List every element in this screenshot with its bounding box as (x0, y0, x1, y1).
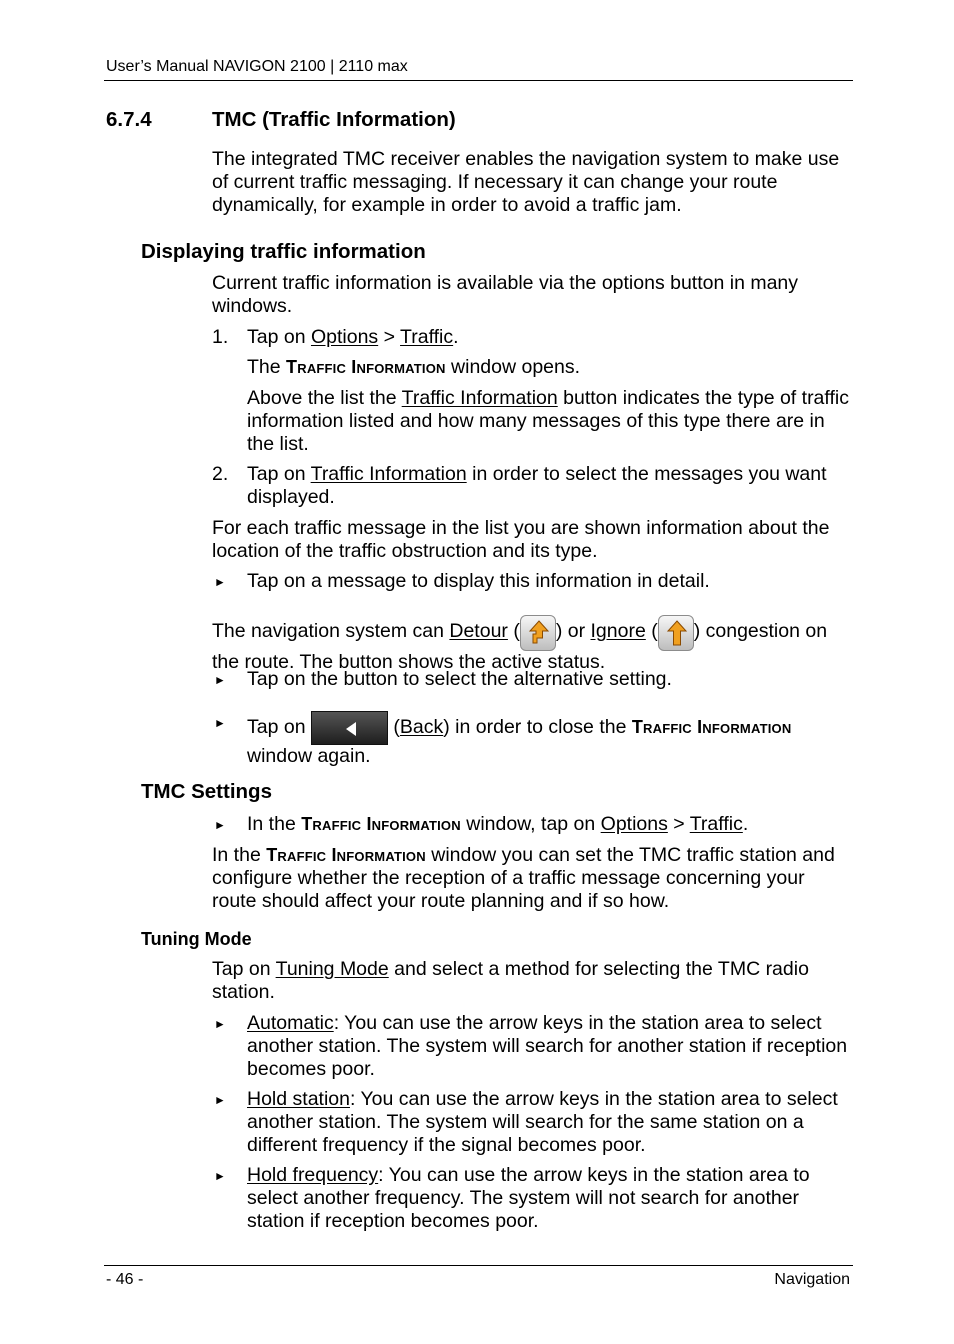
detour-link: Detour (449, 620, 508, 642)
bullet1-text: Tap on a message to display this information in detail. (247, 570, 710, 592)
traffic-information-link: Traffic Information (401, 387, 558, 409)
back-arrow-icon (311, 711, 388, 745)
page-number: - 46 - (106, 1271, 144, 1288)
ignore-link: Ignore (590, 620, 646, 642)
bullet-marker: ► (214, 1169, 226, 1183)
back-link: Back (399, 716, 444, 738)
section-number: 6.7.4 (106, 108, 152, 131)
detour-text: The navigation system can Detour ( ) or Ignore ( ) congestion on the route. The button shows the active status. (212, 615, 852, 674)
heading-tmc-settings: TMC Settings (141, 780, 272, 803)
tuning-item-automatic: Automatic: You can use the arrow keys in the station area to select another station. The system will search for another station if reception becomes poor. (247, 1012, 848, 1080)
traffic-link: Traffic (400, 326, 454, 348)
tmc-settings-para: In the Traffic Information window you can set the TMC traffic station and configure whether the reception of a traffic message concerning your route should affect your route planning and if so how. (212, 844, 835, 912)
running-header: User’s Manual NAVIGON 2100 | 2110 max (106, 58, 408, 75)
window-opens-text: The Traffic Information window opens. (247, 356, 581, 378)
footer-rule (104, 1265, 853, 1266)
bullet-marker: ► (214, 716, 226, 730)
bullet-marker: ► (214, 1093, 226, 1107)
window-name: Traffic Information (631, 717, 792, 737)
detour-arrow-icon (520, 615, 556, 651)
for-each-text: For each traffic message in the list you are shown information about the location of the traffic obstruction and its type. (212, 517, 830, 562)
traffic-link: Traffic (689, 813, 743, 835)
heading-tuning-mode: Tuning Mode (141, 929, 252, 949)
bullet-marker: ► (214, 673, 226, 687)
bullet2-text: Tap on the button to select the alternative setting. (247, 668, 672, 690)
step1-text: Tap on Options > Traffic. (247, 326, 459, 348)
step1-number: 1. (212, 326, 229, 348)
displaying-intro: Current traffic information is available via the options button in many windows. (212, 272, 799, 317)
window-name: Traffic Information (301, 814, 461, 834)
chapter-name: Navigation (774, 1271, 850, 1288)
traffic-information-link: Traffic Information (310, 463, 467, 485)
step2-number: 2. (212, 463, 229, 485)
tmc-settings-bullet: In the Traffic Information window, tap on Options > Traffic. (247, 813, 749, 835)
header-rule (104, 80, 853, 81)
above-list-text: Above the list the Traffic Information button indicates the type of traffic information listed and how many messages of this type there are in the list. (247, 387, 849, 455)
section-title: TMC (Traffic Information) (212, 108, 456, 131)
step2-text: Tap on Traffic Information in order to select the messages you want displayed. (247, 463, 827, 508)
bullet3-text: Tap on (Back) in order to close the Traffic Information window again. (247, 711, 852, 768)
bullet-marker: ► (214, 818, 226, 832)
section-intro: The integrated TMC receiver enables the navigation system to make use of current traffic messaging. If necessary it can change your route dynamically, for example in order to avoid a traffic jam. (212, 148, 840, 216)
tuning-intro: Tap on Tuning Mode and select a method for selecting the TMC radio station. (212, 958, 809, 1003)
bullet-marker: ► (214, 1017, 226, 1031)
window-name: Traffic Information (286, 357, 446, 377)
tuning-mode-link: Tuning Mode (275, 958, 389, 980)
tuning-item-hold-frequency: Hold frequency: You can use the arrow keys in the station area to select another frequency. The system will not search for another station if reception becomes poor. (247, 1164, 810, 1232)
automatic-link: Automatic (247, 1012, 334, 1034)
bullet-marker: ► (214, 575, 226, 589)
heading-displaying: Displaying traffic information (141, 240, 426, 263)
tuning-item-hold-station: Hold station: You can use the arrow keys in the station area to select another station. The system will search for the same station on a different frequency if the signal becomes poor. (247, 1088, 838, 1156)
ignore-arrow-icon (658, 615, 694, 651)
options-link: Options (310, 326, 379, 348)
hold-frequency-link: Hold frequency (247, 1164, 379, 1186)
window-name: Traffic Information (266, 845, 426, 865)
hold-station-link: Hold station (247, 1088, 350, 1110)
options-link: Options (600, 813, 668, 835)
